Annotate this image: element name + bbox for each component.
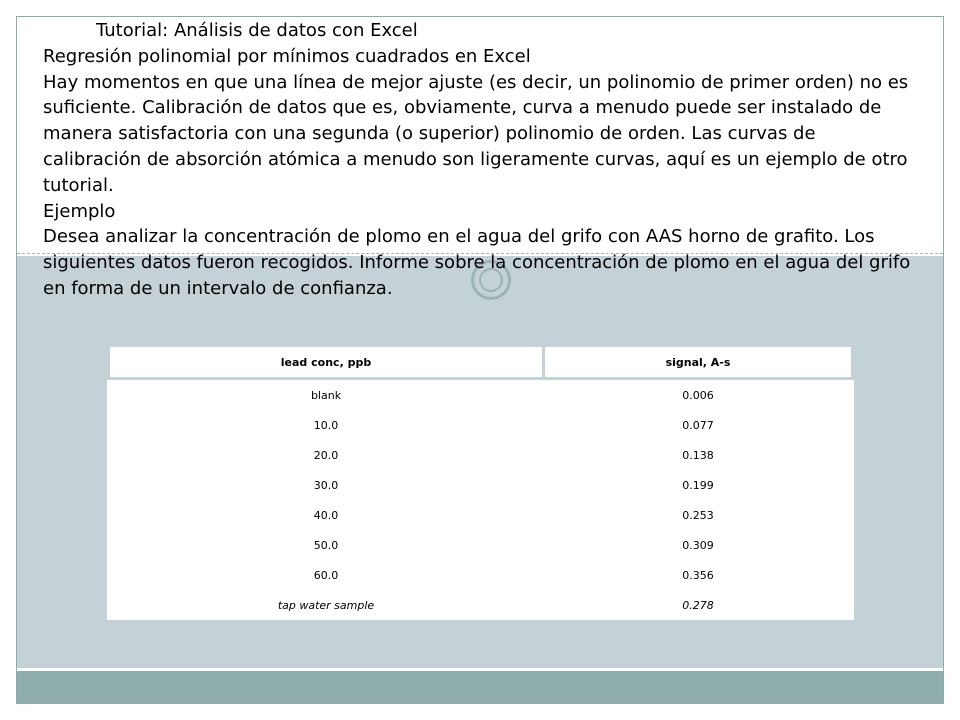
table-row-sample bbox=[109, 590, 853, 620]
table-cell-conc: 10.0 bbox=[313, 418, 339, 432]
example-label: Ejemplo bbox=[43, 200, 116, 222]
table-cell-signal: 0.253 bbox=[682, 508, 714, 522]
table-cell-conc: 20.0 bbox=[313, 448, 339, 462]
table-cell-signal: 0.138 bbox=[682, 448, 714, 462]
table-row bbox=[109, 470, 853, 500]
table-cell-conc: blank bbox=[310, 388, 342, 402]
column-header-signal: signal, A-s bbox=[544, 346, 853, 379]
table-cell-conc: 40.0 bbox=[313, 508, 339, 522]
table-cell-signal: 0.199 bbox=[682, 478, 714, 492]
table-row bbox=[109, 379, 853, 411]
table-cell-signal: 0.077 bbox=[682, 418, 714, 432]
table-row bbox=[109, 530, 853, 560]
table-header-row bbox=[109, 346, 853, 379]
slide-title: Tutorial: Análisis de datos con Excel bbox=[96, 20, 418, 41]
table-cell-signal: 0.356 bbox=[682, 568, 714, 582]
table-row bbox=[109, 500, 853, 530]
table-cell-signal: 0.309 bbox=[682, 538, 714, 552]
intro-paragraph: Hay momentos en que una línea de mejor ajuste (es decir, un polinomio de primer orden) no es suficiente. Calibración de datos que es, obviamente, curva a menudo puede ser instalado de manera satisfactoria con una segunda (o superior) polinomio de orden. Las curvas de calibración de absorción atómica a menudo son ligeramente curvas, aquí es un ejemplo de otro tutorial. bbox=[43, 71, 909, 196]
example-paragraph: Desea analizar la concentración de plomo en el agua del grifo con AAS horno de grafito. Los siguientes datos fueron recogidos. Informe sobre la concentración de plomo en el agua del grifo en forma de un intervalo de confianza. bbox=[43, 226, 911, 299]
slide-subtitle: Regresión polinomial por mínimos cuadrados en Excel bbox=[43, 45, 531, 67]
table-cell-signal: 0.006 bbox=[682, 388, 714, 402]
table-row bbox=[109, 560, 853, 590]
table-row bbox=[109, 410, 853, 440]
table-row bbox=[109, 440, 853, 470]
table-cell-signal: 0.278 bbox=[682, 598, 714, 612]
column-header-lead-conc: lead conc, ppb bbox=[109, 346, 544, 379]
slide-text-block bbox=[43, 18, 913, 302]
calibration-data-table bbox=[107, 344, 854, 620]
slide-footer-band bbox=[17, 671, 943, 704]
table-cell-conc: 30.0 bbox=[313, 478, 339, 492]
table-cell-conc: tap water sample bbox=[277, 598, 375, 612]
table-cell-conc: 50.0 bbox=[313, 538, 339, 552]
table-cell-conc: 60.0 bbox=[313, 568, 339, 582]
